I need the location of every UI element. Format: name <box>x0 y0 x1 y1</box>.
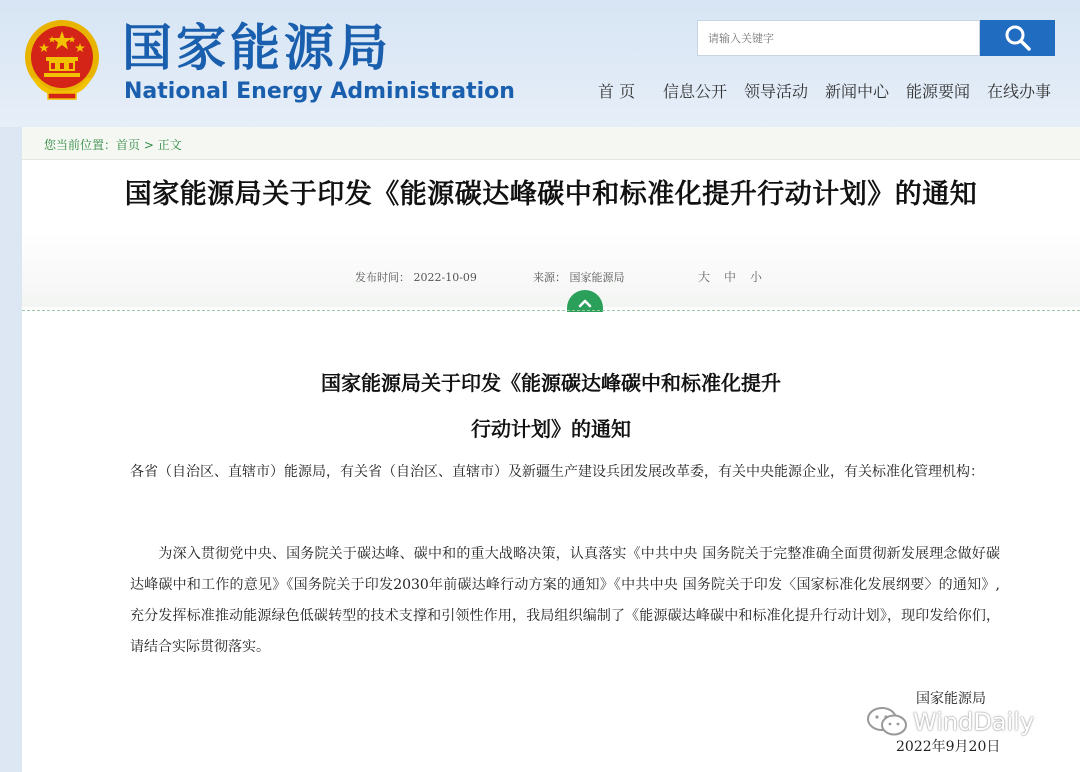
section-divider <box>22 310 1080 311</box>
publish-label: 发布时间： <box>355 271 410 284</box>
document-title-line-2: 行动计划》的通知 <box>471 417 631 441</box>
main-nav <box>0 79 1080 101</box>
article-title: 国家能源局关于印发《能源碳达峰碳中和标准化提升行动计划》的通知 <box>124 179 978 210</box>
font-size-switcher <box>698 268 776 285</box>
content-panel <box>22 127 1080 772</box>
chevron-up-icon <box>577 296 593 310</box>
nav-news-center[interactable]: 新闻中心 <box>825 82 890 101</box>
document-title-line-1: 国家能源局关于印发《能源碳达峰碳中和标准化提升 <box>321 371 781 395</box>
site-logo-chinese[interactable]: 国家能源局 <box>122 19 392 77</box>
publish-info <box>355 269 477 285</box>
breadcrumb-current: 正文 <box>157 138 182 152</box>
source-value: 国家能源局 <box>569 271 625 284</box>
breadcrumb-prefix: 您当前位置： <box>44 138 117 152</box>
breadcrumb-separator: > <box>140 138 158 152</box>
nav-online-services[interactable]: 在线办事 <box>987 82 1052 101</box>
nav-leadership-activities[interactable]: 领导活动 <box>744 82 809 101</box>
source-label: 来源： <box>533 271 566 284</box>
wechat-icon <box>865 706 909 738</box>
publish-date: 2022-10-09 <box>413 271 477 284</box>
document-salutation: 各省（自治区、直辖市）能源局，有关省（自治区、直辖市）及新疆生产建设兵团发展改革委，有关中央能源企业，有关标准化管理机构： <box>130 464 984 480</box>
site-header <box>0 0 1080 127</box>
breadcrumb-home-link[interactable]: 首页 <box>116 138 141 152</box>
document-body-paragraph: 为深入贯彻党中央、国务院关于碳达峰、碳中和的重大战略决策，认真落实《中共中央 国务院关于完整准确全面贯彻新发展理念做好碳达峰碳中和工作的意见》《国务院关于印发2030年前碳达峰行动方案的通知》《中共中央 国务院关于印发〈国家标准化发展纲要〉的通知》,充分发挥标准推动能源绿色低碳转型的技术支撑和引领性作用，我局组织编制了《能源碳达峰碳中和标准化提升行动计划》，现印发给你们，请结合实际贯彻落实。 <box>130 546 1000 655</box>
font-size-large[interactable]: 大 <box>698 270 711 284</box>
font-size-medium[interactable]: 中 <box>724 270 737 284</box>
font-size-small[interactable]: 小 <box>750 270 763 284</box>
watermark <box>865 706 1034 738</box>
nav-info-disclosure[interactable]: 信息公开 <box>663 82 728 101</box>
search-icon <box>1003 24 1033 52</box>
search-button[interactable] <box>980 20 1055 56</box>
breadcrumb <box>44 136 182 153</box>
document-date: 2022年9月20日 <box>896 739 1001 755</box>
watermark-text: WindDaily <box>913 708 1035 736</box>
document-signature: 国家能源局 <box>916 691 986 707</box>
nav-energy-news[interactable]: 能源要闻 <box>906 82 971 101</box>
site-logo-english[interactable]: National Energy Administration <box>124 79 515 104</box>
source-info <box>533 269 625 285</box>
nav-home[interactable]: 首 页 <box>598 82 636 101</box>
search-input[interactable] <box>697 20 980 56</box>
breadcrumb-bar <box>22 127 1080 160</box>
